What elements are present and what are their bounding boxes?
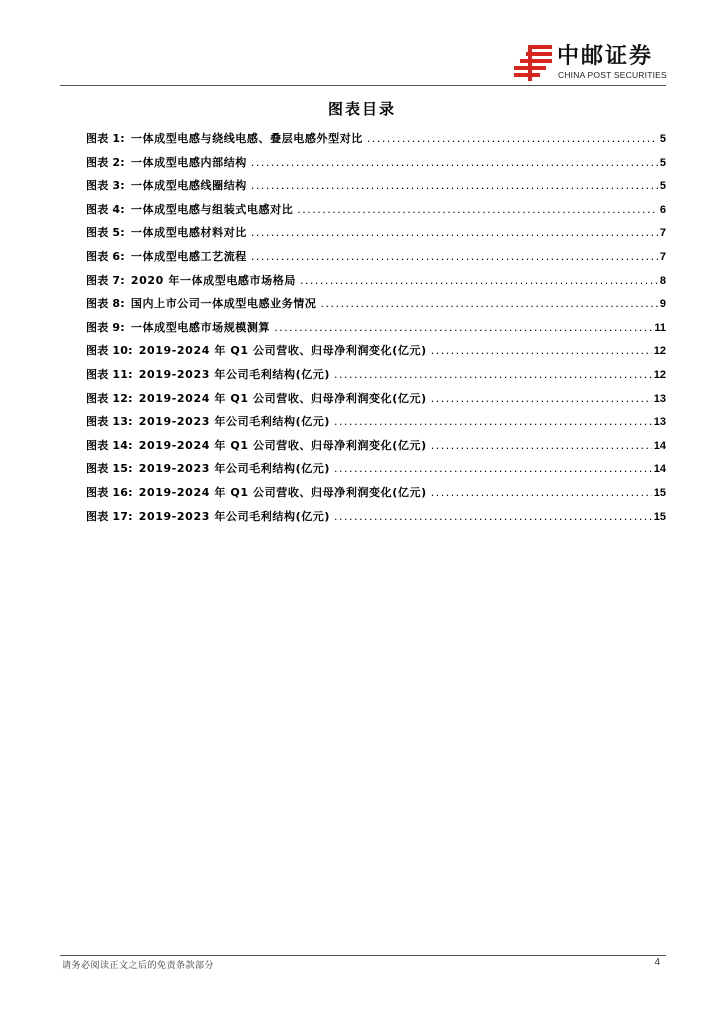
toc-entry-page: 12: [653, 345, 666, 358]
toc-entry-label: 图表 11:: [86, 367, 133, 381]
toc-entry[interactable]: [86, 390, 666, 414]
toc-entry-page: 12: [653, 368, 666, 381]
toc-entry-label: 图表 16:: [86, 485, 133, 499]
toc-entry-label: 图表 14:: [86, 438, 133, 452]
toc-entry[interactable]: [86, 460, 666, 484]
toc-entry-title: 2019-2023 年公司毛利结构(亿元): [138, 415, 331, 429]
toc-dot-leader: [334, 510, 652, 523]
toc-entry[interactable]: [86, 484, 666, 508]
toc-entry-label: 图表 7:: [86, 273, 125, 287]
toc-entry-page: 11: [654, 321, 666, 334]
toc-entry[interactable]: [86, 201, 666, 225]
toc-entry-label: 图表 3:: [86, 179, 125, 193]
toc-entry-page: 13: [653, 392, 666, 405]
toc-entry-label: 图表 13:: [86, 415, 133, 429]
toc-entry-label: 图表 15:: [86, 462, 133, 476]
toc-dot-leader: [321, 297, 658, 310]
toc-entry-title: 2020 年一体成型电感市场格局: [130, 273, 296, 287]
toc-entry[interactable]: [86, 272, 666, 296]
toc-entry-page: 5: [659, 133, 666, 145]
toc-entry[interactable]: [86, 130, 666, 154]
footer-divider: [60, 955, 666, 956]
toc-dot-leader: [431, 439, 652, 452]
toc-entry[interactable]: [86, 295, 666, 319]
toc-dot-leader: [274, 321, 652, 334]
logo-english-text: CHINA POST SECURITIES: [558, 70, 667, 80]
footer-disclaimer: 请务必阅读正文之后的免责条款部分: [62, 961, 215, 971]
toc-entry-title: 2019-2024 年 Q1 公司营收、归母净利润变化(亿元): [138, 485, 427, 499]
toc-entry-title: 2019-2024 年 Q1 公司营收、归母净利润变化(亿元): [138, 438, 427, 452]
company-logo: [510, 43, 680, 83]
toc-entry-title: 一体成型电感内部结构: [130, 155, 247, 169]
toc-entry-title: 2019-2024 年 Q1 公司营收、归母净利润变化(亿元): [138, 344, 427, 358]
toc-entry-title: 2019-2023 年公司毛利结构(亿元): [138, 462, 331, 476]
toc-entry-page: 8: [659, 274, 666, 287]
toc-dot-leader: [367, 132, 658, 145]
toc-entry-label: 图表 4:: [86, 202, 125, 216]
toc-entry-page: 7: [659, 227, 666, 240]
toc-dot-leader: [334, 462, 652, 475]
toc-dot-leader: [431, 344, 652, 357]
toc-entry-label: 图表 9:: [86, 320, 125, 334]
china-post-logo-icon: [510, 43, 554, 83]
toc-entry-page: 9: [659, 298, 666, 311]
toc-entry-page: 7: [659, 250, 666, 263]
toc-dot-leader: [334, 368, 652, 381]
toc-entry[interactable]: [86, 154, 666, 178]
toc-entry-page: 13: [653, 416, 666, 429]
toc-dot-leader: [251, 156, 658, 169]
page-header: [0, 0, 724, 90]
toc-entry-label: 图表 12:: [86, 391, 133, 405]
toc-entry-label: 图表 2:: [86, 155, 125, 169]
toc-dot-leader: [297, 203, 658, 216]
toc-dot-leader: [251, 250, 658, 263]
toc-entry-label: 图表 17:: [86, 509, 133, 523]
toc-entry-title: 2019-2023 年公司毛利结构(亿元): [138, 367, 331, 381]
toc-entry-page: 6: [659, 203, 666, 216]
toc-dot-leader: [334, 415, 652, 428]
toc-entry-page: 5: [659, 156, 666, 169]
toc-entry-label: 图表 6:: [86, 249, 125, 263]
toc-entry-label: 图表 5:: [86, 226, 125, 240]
toc-entry-page: 15: [653, 486, 666, 499]
toc-dot-leader: [431, 392, 652, 405]
toc-entry-page: 14: [653, 439, 666, 452]
toc-title: 图表目录: [327, 100, 396, 118]
toc-entry[interactable]: [86, 366, 666, 390]
toc-entry[interactable]: [86, 437, 666, 461]
toc-entry-label: 图表 8:: [86, 297, 125, 311]
page-number: 4: [654, 957, 660, 968]
toc-entry[interactable]: [86, 342, 666, 366]
toc-entry[interactable]: [86, 224, 666, 248]
toc-entry-page: 14: [653, 463, 666, 476]
toc-entry-page: 15: [653, 510, 666, 523]
toc-entry[interactable]: [86, 508, 666, 532]
logo-chinese-text: 中邮证券: [557, 44, 654, 69]
toc-entry-title: 一体成型电感市场规模测算: [130, 320, 271, 334]
figure-toc-list: [86, 130, 666, 531]
toc-entry-title: 一体成型电感材料对比: [130, 226, 247, 240]
toc-entry[interactable]: [86, 319, 666, 343]
header-divider: [60, 85, 666, 86]
toc-entry[interactable]: [86, 177, 666, 201]
toc-entry-title: 国内上市公司一体成型电感业务情况: [130, 297, 317, 311]
toc-entry-title: 2019-2023 年公司毛利结构(亿元): [138, 509, 331, 523]
toc-dot-leader: [251, 179, 658, 192]
toc-entry-title: 一体成型电感与绕线电感、叠层电感外型对比: [130, 132, 363, 145]
toc-dot-leader: [431, 486, 652, 499]
toc-entry[interactable]: [86, 413, 666, 437]
toc-entry-label: 图表 10:: [86, 344, 133, 358]
toc-entry-title: 一体成型电感工艺流程: [130, 249, 247, 263]
toc-entry-page: 5: [659, 180, 666, 193]
toc-entry-title: 一体成型电感线圈结构: [130, 179, 247, 193]
toc-entry[interactable]: [86, 248, 666, 272]
toc-entry-title: 2019-2024 年 Q1 公司营收、归母净利润变化(亿元): [138, 391, 427, 405]
toc-entry-title: 一体成型电感与组装式电感对比: [130, 202, 294, 216]
toc-dot-leader: [251, 226, 658, 239]
toc-entry-label: 图表 1:: [86, 132, 125, 145]
toc-dot-leader: [300, 274, 658, 287]
